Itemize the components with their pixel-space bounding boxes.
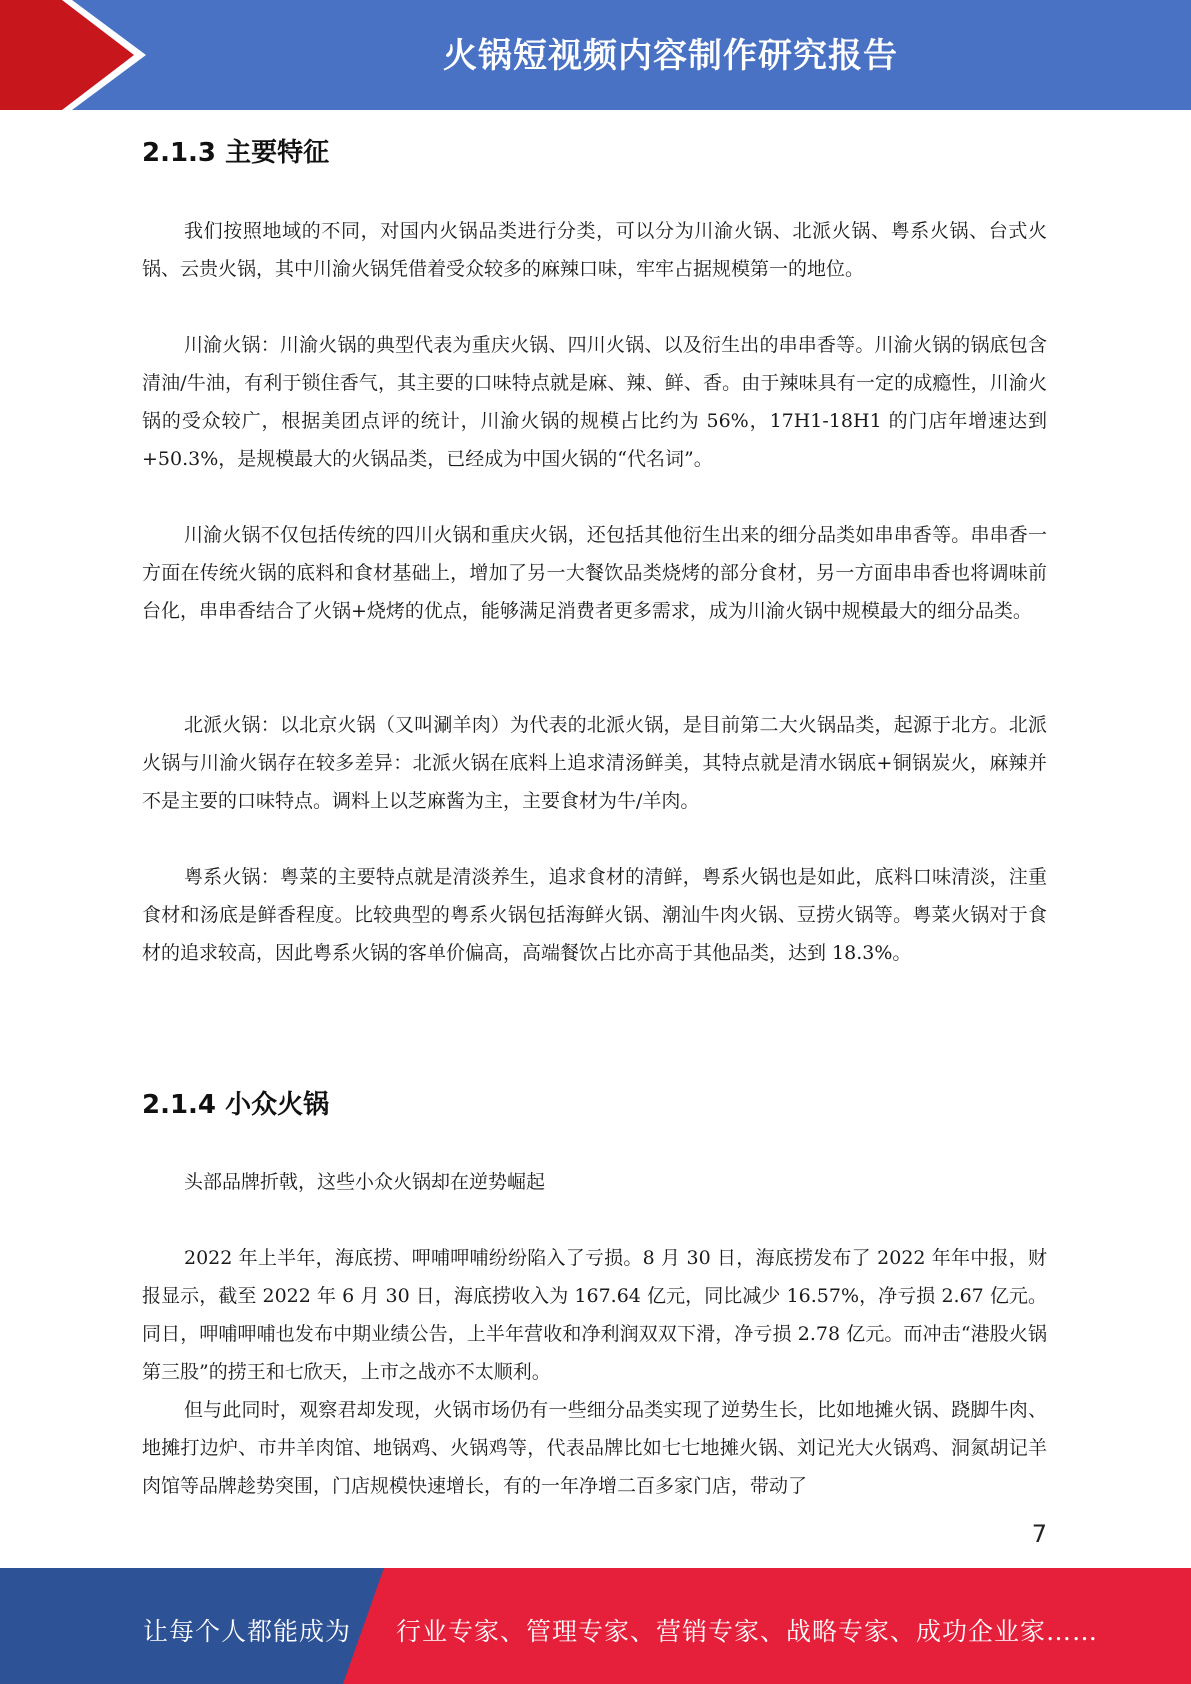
- paragraph: 2022 年上半年，海底捞、呷哺呷哺纷纷陷入了亏损。8 月 30 日，海底捞发布了 2022 年年中报，财报显示，截至 2022 年 6 月 30 日，海底捞收入为 167.64 亿元，同比减少 16.57%，净亏损 2.67 亿元。同日，呷哺呷哺也发布中期业绩公告，上半年营收和净利润双双下滑，净亏损 2.78 亿元。而冲击“港股火锅第三股”的捞王和七欣天，上市之战亦不太顺利。: [142, 1247, 1047, 1383]
- footer-slogan-left: 让每个人都能成为: [143, 1617, 352, 1646]
- paragraph: 北派火锅：以北京火锅（又叫涮羊肉）为代表的北派火锅，是目前第二大火锅品类，起源于北方。北派火锅与川渝火锅存在较多差异：北派火锅在底料上追求清汤鲜美，其特点就是清水锅底+铜锅炭火，麻辣并不是主要的口味特点。调料上以芝麻酱为主，主要食材为牛/羊肉。: [142, 714, 1047, 812]
- report-title: 火锅短视频内容制作研究报告: [443, 36, 898, 76]
- paragraph: 但与此同时，观察君却发现，火锅市场仍有一些细分品类实现了逆势生长，比如地摊火锅、跷脚牛肉、地摊打边炉、市井羊肉馆、地锅鸡、火锅鸡等，代表品牌比如七七地摊火锅、刘记光大火锅鸡、洞氮胡记羊肉馆等品牌趁势突围，门店规模快速增长，有的一年净增二百多家门店，带动了: [142, 1399, 1047, 1497]
- paragraph: 川渝火锅：川渝火锅的典型代表为重庆火锅、四川火锅、以及衍生出的串串香等。川渝火锅的锅底包含清油/牛油，有利于锁住香气，其主要的口味特点就是麻、辣、鲜、香。由于辣味具有一定的成瘾性，川渝火锅的受众较广，根据美团点评的统计，川渝火锅的规模占比约为 56%，17H1-18H1 的门店年增速达到+50.3%，是规模最大的火锅品类，已经成为中国火锅的“代名词”。: [142, 334, 1047, 470]
- section-heading-niche-hotpot: 2.1.4 小众火锅: [142, 1090, 330, 1120]
- paragraph: 我们按照地域的不同，对国内火锅品类进行分类，可以分为川渝火锅、北派火锅、粤系火锅、台式火锅、云贵火锅，其中川渝火锅凭借着受众较多的麻辣口味，牢牢占据规模第一的地位。: [142, 220, 1047, 280]
- header-banner: [0, 0, 1191, 110]
- page-number: 7: [1031, 1520, 1047, 1548]
- paragraph: 川渝火锅不仅包括传统的四川火锅和重庆火锅，还包括其他衍生出来的细分品类如串串香等。串串香一方面在传统火锅的底料和食材基础上，增加了另一大餐饮品类烧烤的部分食材，另一方面串串香也将调味前台化，串串香结合了火锅+烧烤的优点，能够满足消费者更多需求，成为川渝火锅中规模最大的细分品类。: [142, 524, 1047, 622]
- paragraph: 粤系火锅：粤菜的主要特点就是清淡养生，追求食材的清鲜，粤系火锅也是如此，底料口味清淡，注重食材和汤底是鲜香程度。比较典型的粤系火锅包括海鲜火锅、潮汕牛肉火锅、豆捞火锅等。粤菜火锅对于食材的追求较高，因此粤系火锅的客单价偏高，高端餐饮占比亦高于其他品类，达到 18.3%。: [142, 866, 1047, 964]
- footer-slogan-right: 行业专家、管理专家、营销专家、战略专家、成功企业家……: [396, 1617, 1099, 1646]
- footer-banner: [0, 1568, 1191, 1684]
- paragraph: 头部品牌折戟，这些小众火锅却在逆势崛起: [184, 1171, 546, 1193]
- section-heading-main-features: 2.1.3 主要特征: [142, 138, 330, 168]
